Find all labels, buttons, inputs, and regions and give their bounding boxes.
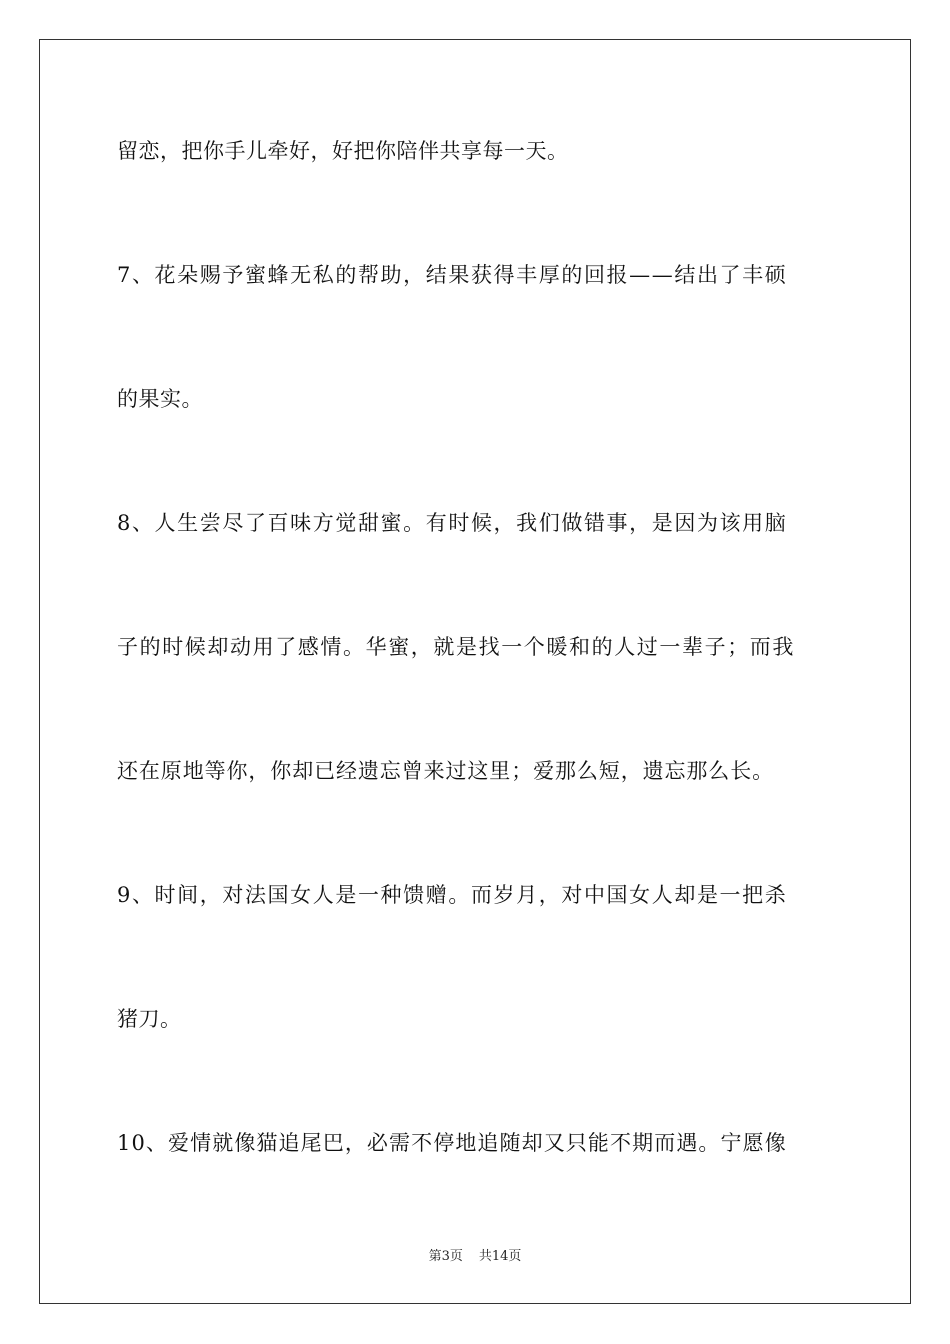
- text-line: 9、时间，对法国女人是一种馈赠。而岁月，对中国女人却是一把杀: [117, 883, 788, 907]
- text-line: 10、爱情就像猫追尾巴，必需不停地追随却又只能不期而遇。宁愿像: [117, 1131, 787, 1155]
- text-line: 8、人生尝尽了百味方觉甜蜜。有时候，我们做错事，是因为该用脑: [117, 511, 788, 535]
- page-total: 共14页: [478, 1249, 522, 1264]
- page-frame: [39, 39, 911, 1304]
- text-line: 还在原地等你，你却已经遗忘曾来过这里；爱那么短，遗忘那么长。: [117, 759, 774, 783]
- text-line: 子的时候却动用了感情。华蜜，就是找一个暖和的人过一辈子；而我: [117, 635, 795, 659]
- page-footer: [0, 1248, 950, 1266]
- text-line: 留恋，把你手儿牵好，好把你陪伴共享每一天。: [117, 139, 569, 163]
- page-number: 第3页: [428, 1249, 463, 1264]
- text-line: 猪刀。: [117, 1007, 182, 1031]
- text-line: 7、花朵赐予蜜蜂无私的帮助，结果获得丰厚的回报——结出了丰硕: [117, 263, 788, 287]
- text-line: 的果实。: [117, 387, 203, 411]
